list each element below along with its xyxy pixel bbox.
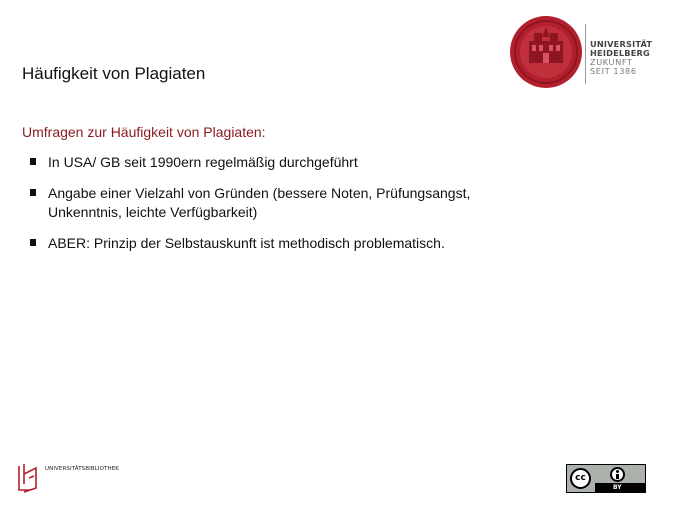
cc-by-license-badge[interactable] [566,464,646,493]
cc-icon: cc [570,468,591,489]
bullet-marker-icon [30,158,36,165]
attribution-icon [610,467,625,482]
bullet-text: ABER: Prinzip der Selbstauskunft ist methodisch problematisch. [48,235,445,251]
bullet-text: Angabe einer Vielzahl von Gründen (bessere Noten, Prüfungsangst, Unkenntnis, leichte Verfügbarkeit) [48,185,471,220]
library-logo-icon [16,462,42,494]
university-tagline-line1: ZUKUNFT [590,57,633,67]
university-wordmark [590,40,652,76]
university-name-line1: UNIVERSITÄT [590,39,653,49]
list-item [22,234,542,253]
slide-title: Häufigkeit von Plagiaten [22,64,206,83]
bullet-list [22,153,542,265]
by-label: BY [613,484,622,491]
bullet-text: In USA/ GB seit 1990ern regelmäßig durchgeführt [48,154,358,170]
list-item [22,184,542,222]
university-seal-icon [509,15,583,89]
bullet-marker-icon [30,239,36,246]
university-tagline-line2: SEIT 1386 [590,66,637,76]
library-label: UNIVERSITÄTSBIBLIOTHEK [45,466,120,472]
section-heading: Umfragen zur Häufigkeit von Plagiaten: [22,124,266,140]
university-name-line2: HEIDELBERG [590,48,650,58]
list-item [22,153,542,172]
logo-divider [585,24,586,84]
bullet-marker-icon [30,189,36,196]
